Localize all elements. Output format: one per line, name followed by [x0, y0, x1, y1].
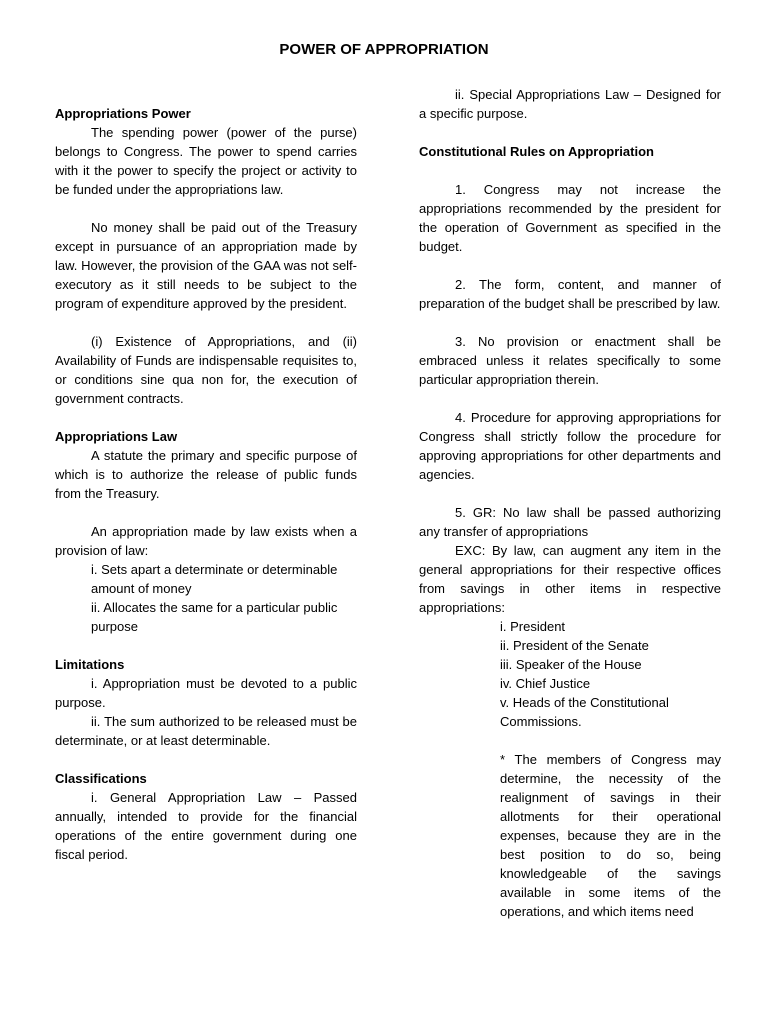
page-title: POWER OF APPROPRIATION	[279, 41, 489, 58]
office-item: iv. Chief Justice	[500, 676, 591, 691]
paragraph: An appropriation made by law exists when a provision of law:	[55, 524, 357, 558]
rule-item: 5. GR: No law shall be passed authorizing any transfer of appropriations	[419, 505, 721, 539]
list-item: ii. Special Appropriations Law – Designed for a specific purpose.	[419, 87, 721, 121]
rule-item: 3. No provision or enactment shall be embraced unless it relates specifically to some particular appropriation therein.	[419, 334, 721, 387]
list-item: i. Appropriation must be devoted to a public purpose.	[55, 676, 357, 710]
list-item: i. General Appropriation Law – Passed annually, intended to provide for the financial operations of the entire government during one fiscal period.	[55, 790, 357, 862]
heading-classifications: Classifications	[55, 771, 147, 786]
right-column	[419, 85, 721, 921]
office-item: iii. Speaker of the House	[500, 657, 642, 672]
list-item: ii. The sum authorized to be released must be determinate, or at least determinable.	[55, 714, 357, 748]
office-item: i. President	[500, 619, 566, 634]
rule-item: 4. Procedure for approving appropriations for Congress shall strictly follow the procedure for approving appropriations for other departments and agencies.	[419, 410, 721, 482]
rule-item: 1. Congress may not increase the appropriations recommended by the president for the operation of Government as specified in the budget.	[419, 182, 721, 254]
list-item: i. Sets apart a determinate or determinable amount of money	[91, 562, 338, 596]
paragraph: No money shall be paid out of the Treasury except in pursuance of an appropriation made by law. However, the provision of the GAA was not self-executory as it still needs to be subject to the program of expenditure approved by the president.	[55, 220, 357, 311]
list-item: ii. Allocates the same for a particular public purpose	[91, 600, 338, 634]
heading-constitutional-rules: Constitutional Rules on Appropriation	[419, 144, 654, 159]
paragraph: A statute the primary and specific purpose of which is to authorize the release of public funds from the Treasury.	[55, 448, 357, 501]
exception-paragraph: EXC: By law, can augment any item in the general appropriations for their respective offices from savings in other items in respective appropriations:	[419, 543, 721, 615]
office-item: ii. President of the Senate	[500, 638, 649, 653]
heading-appropriations-power: Appropriations Power	[55, 106, 191, 121]
office-item: v. Heads of the Constitutional Commissions.	[500, 695, 669, 729]
footnote-paragraph: * The members of Congress may determine, the necessity of the realignment of savings in their allotments for their operational expenses, because they are in the best position to do so, being knowledgeable of the savings available in some items of the operations, and which items need	[500, 752, 721, 919]
paragraph: (i) Existence of Appropriations, and (ii) Availability of Funds are indispensable requisites to, or conditions sine qua non for, the execution of government contracts.	[55, 334, 357, 406]
heading-limitations: Limitations	[55, 657, 125, 672]
rule-item: 2. The form, content, and manner of preparation of the budget shall be prescribed by law.	[419, 277, 721, 311]
paragraph: The spending power (power of the purse) belongs to Congress. The power to spend carries with it the power to specify the project or activity to be funded under the appropriations law.	[55, 125, 357, 197]
heading-appropriations-law: Appropriations Law	[55, 429, 178, 444]
left-column	[55, 104, 357, 864]
